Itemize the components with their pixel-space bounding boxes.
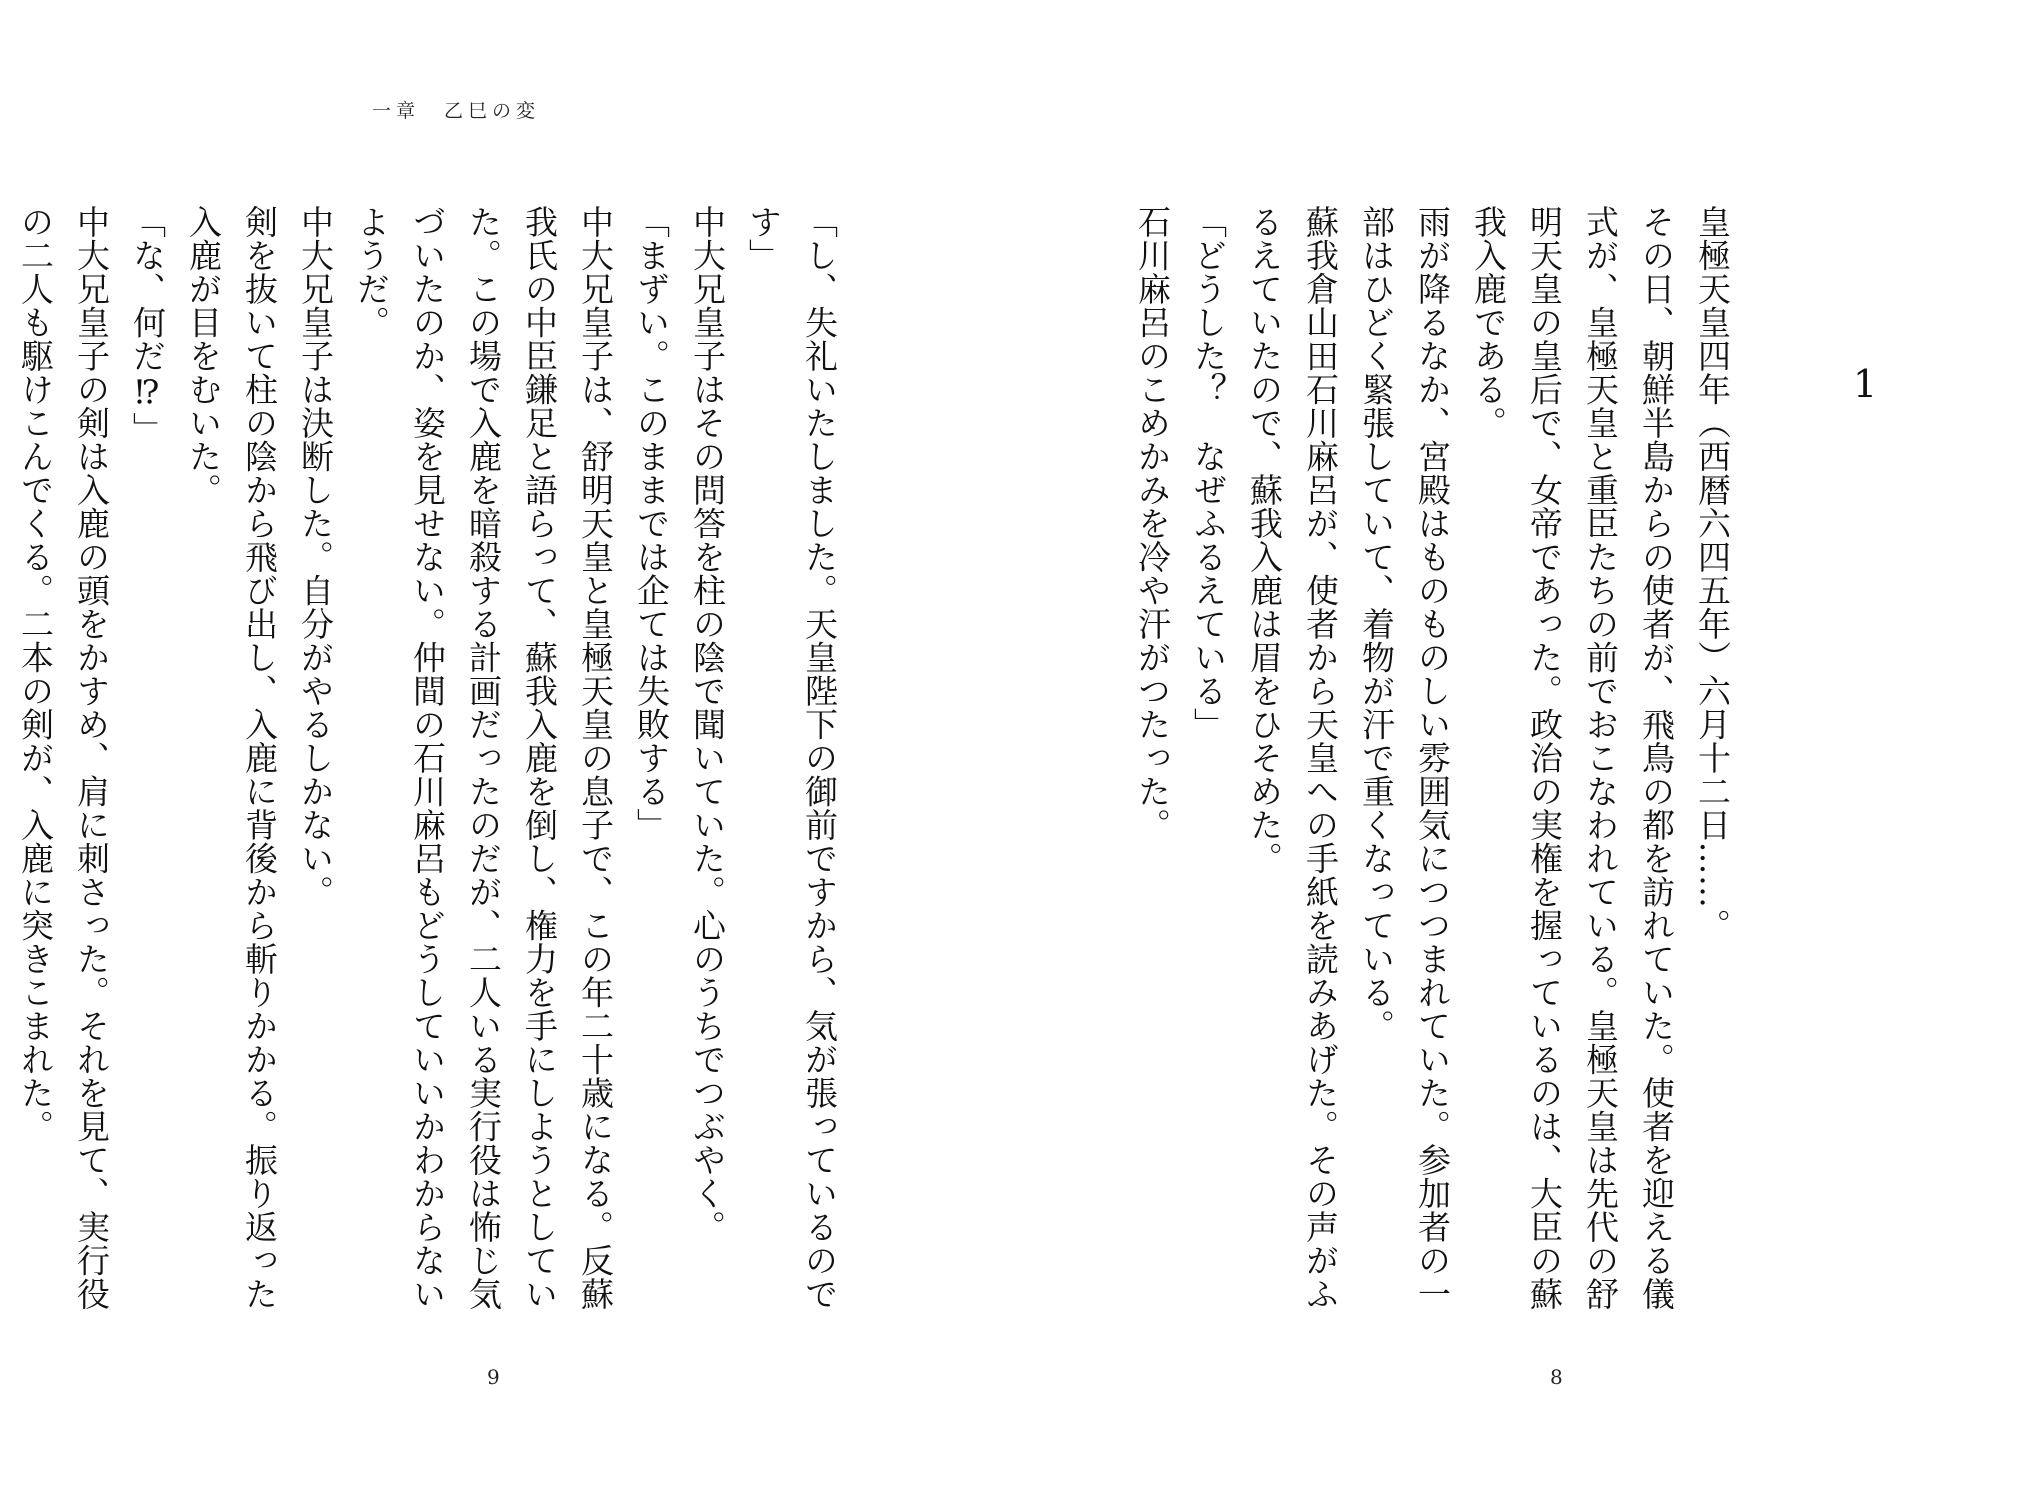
paragraph: 石川麻呂のこめかみを冷や汗がつたった。 — [1133, 205, 1172, 842]
running-head: 一章 乙巳の変 — [372, 100, 541, 122]
chapter-number: 1 — [1853, 362, 1878, 406]
paragraph: 皇極天皇四年（西暦六四五年）六月十二日……。 — [1693, 205, 1732, 942]
right-page-body — [1133, 205, 1740, 1330]
paragraph: 中大兄皇子は決断した。自分がやるしかない。 — [296, 205, 335, 909]
paragraph: その日、朝鮮半島からの使者が、飛鳥の都を訪れていた。使者を迎える儀式が、皇極天皇と重臣たちの前でおこなわれている。皇極天皇は先代の舒明天皇の皇后で、女帝であった。政治の実権を握っているのは、大臣の蘇我入鹿である。 — [1469, 205, 1676, 1311]
paragraph: 剣を抜いて柱の陰から飛び出し、入鹿に背後から斬りかかる。振り返った入鹿が目をむいた。 — [184, 205, 279, 1311]
paragraph: 雨が降るなか、宮殿はものものしい雰囲気につつまれていた。参加者の一部はひどく緊張していて、着物が汗で重くなっている。 — [1357, 205, 1452, 1311]
paragraph: 中大兄皇子の剣は入鹿の頭をかすめ、肩に刺さった。それを見て、実行役の二人も駆けこんでくる。二本の剣が、入鹿に突きこまれた。 — [16, 205, 111, 1311]
paragraph: 蘇我倉山田石川麻呂が、使者から天皇への手紙を読みあげた。その声がふるえていたので、蘇我入鹿は眉をひそめた。 — [1245, 205, 1340, 1311]
paragraph: 「まずい。このままでは企ては失敗する」 — [632, 205, 671, 842]
left-page-body — [16, 205, 847, 1330]
paragraph: 「どうした？ なぜふるえている」 — [1189, 205, 1228, 741]
paragraph: 「な、何だ⁉」 — [128, 205, 167, 446]
paragraph: 「し、失礼いたしました。天皇陛下の御前ですから、気が張っているのです」 — [744, 205, 839, 1311]
page-number-right: 8 — [1550, 1365, 1563, 1389]
paragraph: 中大兄皇子はその問答を柱の陰で聞いていた。心のうちでつぶやく。 — [688, 205, 727, 1244]
paragraph: 中大兄皇子は、舒明天皇と皇極天皇の息子で、この年二十歳になる。反蘇我氏の中臣鎌足と語らって、蘇我入鹿を倒し、権力を手にしようとしていた。この場で入鹿を暗殺する計画だったのだが、二人いる実行役は怖じ気づいたのか、姿を見せない。仲間の石川麻呂もどうしていいかわからないようだ。 — [352, 205, 615, 1311]
right-page — [1021, 0, 2042, 1500]
page-number-left: 9 — [487, 1365, 500, 1389]
